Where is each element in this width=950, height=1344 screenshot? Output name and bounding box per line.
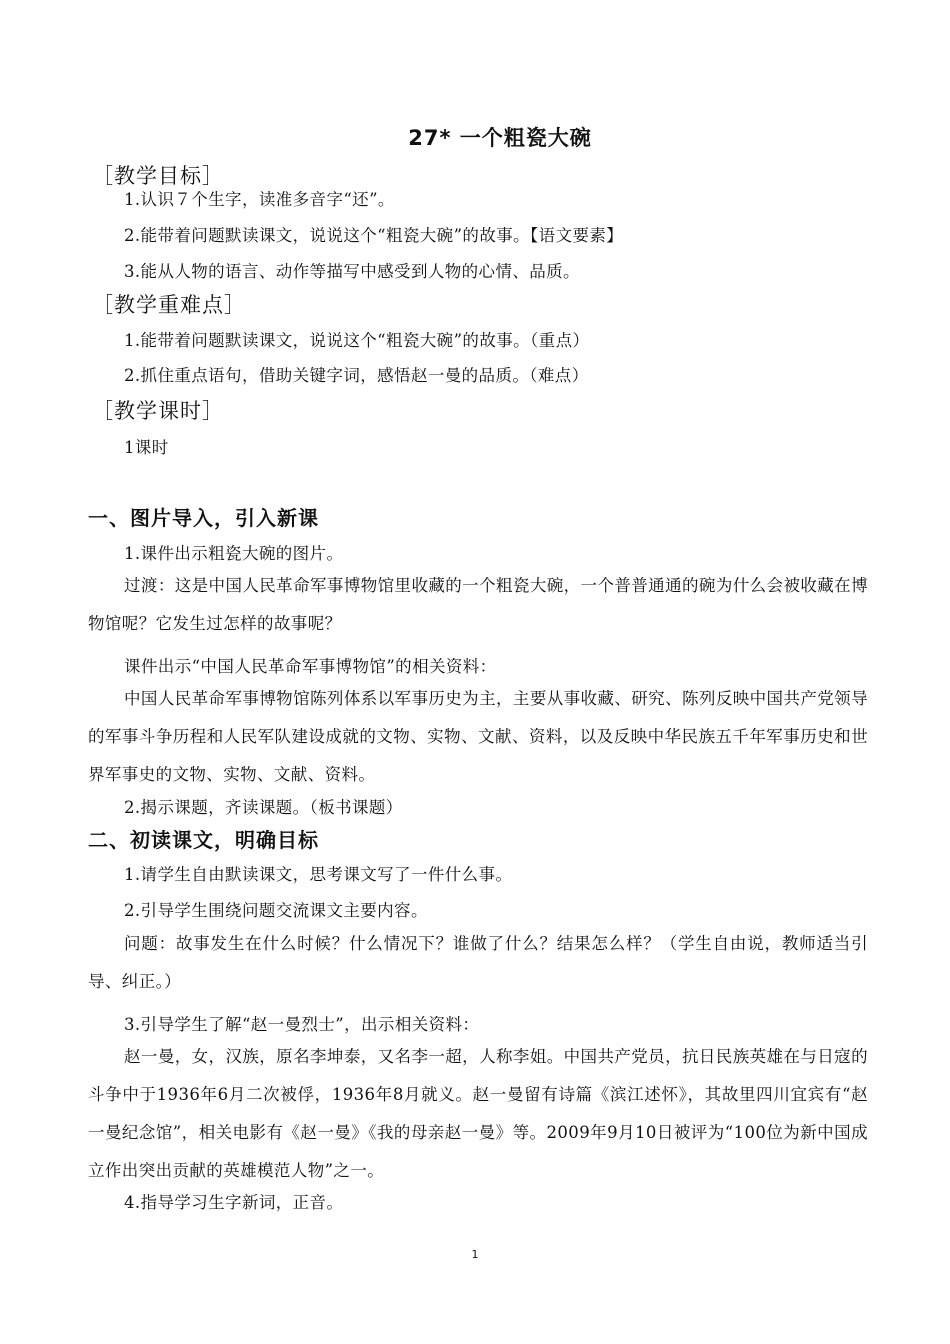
part2-step3: 3.引导学生了解“赵一曼烈士”，出示相关资料：: [124, 1015, 480, 1034]
goals-heading: ［教学目标］: [92, 164, 224, 188]
goal-item-1: 1.认识７个生字，读准多音字“还”。: [124, 190, 395, 209]
key-point-item-1: 1.能带着问题默读课文，说说这个“粗瓷大碗”的故事。（重点）: [124, 331, 590, 350]
part2-heading: 二、初读课文，明确目标: [88, 828, 319, 852]
part1-material: 中国人民革命军事博物馆陈列体系以军事历史为主，主要从事收藏、研究、陈列反映中国共产党领导的军事斗争历程和人民军队建设成就的文物、实物、文献、资料，以及反映中华民族五千年军事历史和世界军事史的文物、实物、文献、资料。: [88, 689, 868, 784]
document-title: 27* 一个粗瓷大碗: [408, 126, 592, 150]
part2-question: 问题：故事发生在什么时候？什么情况下？谁做了什么？结果怎么样？（学生自由说，教师适当引导、纠正。）: [88, 934, 868, 991]
part1-step2: 2.揭示课题，齐读课题。（板书课题）: [124, 798, 403, 817]
goal-item-3: 3.能从人物的语言、动作等描写中感受到人物的心情、品质。: [124, 262, 580, 281]
part1-transition: 过渡：这是中国人民革命军事博物馆里收藏的一个粗瓷大碗，一个普普通通的碗为什么会被收藏在博物馆呢？它发生过怎样的故事呢？: [88, 576, 868, 633]
part1-heading: 一、图片导入，引入新课: [88, 506, 319, 530]
part2-step4: 4.指导学习生字新词，正音。: [124, 1193, 344, 1212]
periods-value: 1课时: [124, 438, 169, 457]
part2-step1: 1.请学生自由默读课文，思考课文写了一件什么事。: [124, 865, 513, 884]
part2-bio: 赵一曼，女，汉族，原名李坤泰，又名李一超，人称李姐。中国共产党员，抗日民族英雄在与日寇的斗争中于1936年6月二次被俘，1936年8月就义。赵一曼留有诗篇《滨江述怀》，其故里四川宜宾有“赵一曼纪念馆”，相关电影有《赵一曼》《我的母亲赵一曼》等。2009年9月10日被评为“100位为新中国成立作出突出贡献的英雄模范人物”之一。: [88, 1047, 868, 1180]
page-number: 1: [471, 1248, 479, 1261]
key-point-item-2: 2.抓住重点语句，借助关键字词，感悟赵一曼的品质。（难点）: [124, 366, 589, 385]
goal-item-2: 2.能带着问题默读课文，说说这个“粗瓷大碗”的故事。【语文要素】: [124, 226, 624, 245]
key-points-heading: ［教学重难点］: [92, 293, 246, 317]
part1-material-intro: 课件出示“中国人民革命军事博物馆”的相关资料：: [124, 657, 497, 676]
part2-step2: 2.引导学生围绕问题交流课文主要内容。: [124, 901, 428, 920]
periods-heading: ［教学课时］: [92, 399, 224, 423]
part1-step1: 1.课件出示粗瓷大碗的图片。: [124, 544, 344, 563]
